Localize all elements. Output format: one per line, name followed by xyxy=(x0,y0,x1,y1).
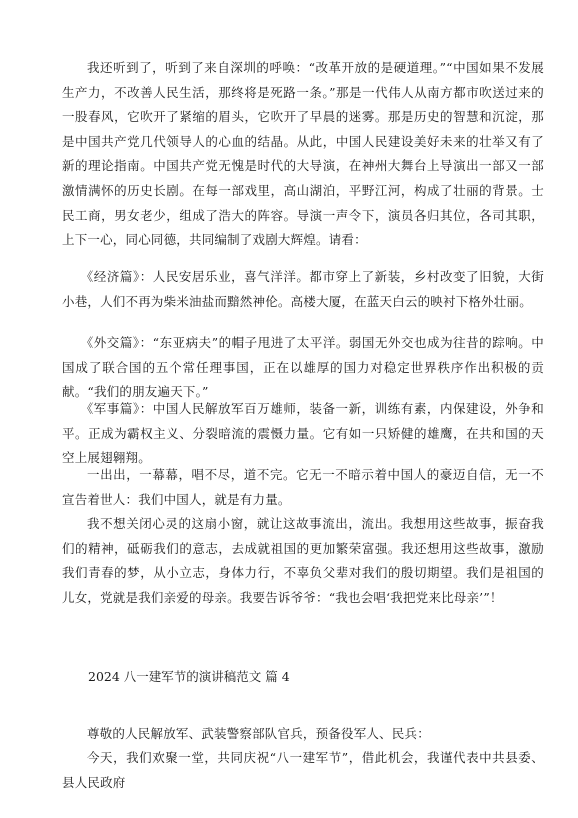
paragraph-strength: 一出出，一幕幕，唱不尽，道不完。它无一不暗示着中国人的豪迈自信，无一不宣告着世人：我们中国人，就是有力量。 xyxy=(62,467,544,507)
paragraph-opening: 今天，我们欢聚一堂，共同庆祝“八一建军节”，借此机会，我谨代表中共县委、县人民政府 xyxy=(62,750,544,790)
paragraph-salutation: 尊敬的人民解放军、武装警察部队官兵，预备役军人、民兵： xyxy=(87,726,430,741)
paragraph-military: 《军事篇》：中国人民解放军百万雄师，装备一新，训练有素，内保建设，外争和平。正成为霸权主义、分裂暗流的震慑力量。它有如一只矫健的雄鹰，在共和国的天空上展翅翱翔。 xyxy=(62,401,544,466)
section-heading: 2024 八一建军节的演讲稿范文 篇 4 xyxy=(88,669,290,684)
paragraph-shenzhen-call: 我还听到了，听到了来自深圳的呼唤：“改革开放的是硬道理。”“中国如果不发展生产力，不改善人民生活，那终将是死路一条。”那是一代伟人从南方都市吹送过来的一股春风，它吹开了紧缩的眉头，它吹开了早晨的迷雾。那是历史的智慧和沉淀，那是中国共产党几代领导人的心血的结晶。从此，中国人民建设美好未来的壮举又有了新的理论指南。中国共产党无愧是时代的大导演，在神州大舞台上导演出一部又一部激情满怀的历史长剧。在每一部戏里，高山湖泊，平野江河，构成了壮丽的背景。士民工商，男女老少，组成了浩大的阵容。导演一声令下，演员各归其位，各司其职，上下一心，同心同德，共同编制了戏剧大辉煌。请看： xyxy=(62,60,544,248)
paragraph-closing: 我不想关闭心灵的这扇小窗，就让这故事流出，流出。我想用这些故事，振奋我们的精神，砥砺我们的意志，去成就祖国的更加繁荣富强。我还想用这些故事，激励我们青春的梦，从小立志，身体力行，不辜负父辈对我们的殷切期望。我们是祖国的儿女，党就是我们亲爱的母亲。我要告诉爷爷：“我也会唱‘我把党来比母亲’”！ xyxy=(62,516,544,605)
paragraph-economy: 《经济篇》：人民安居乐业，喜气洋洋。都市穿上了新装，乡村改变了旧貌，大街小巷，人们不再为柴米油盐而黯然神伦。高楼大厦，在蓝天白云的映衬下格外壮丽。 xyxy=(62,269,544,309)
paragraph-diplomacy: 《外交篇》：“东亚病夫”的帽子甩进了太平洋。弱国无外交也成为往昔的踪响。中国成了联合国的五个常任理事国，正在以雄厚的国力对稳定世界秩序作出积极的贡献。“我们的朋友遍天下。” xyxy=(62,335,544,400)
